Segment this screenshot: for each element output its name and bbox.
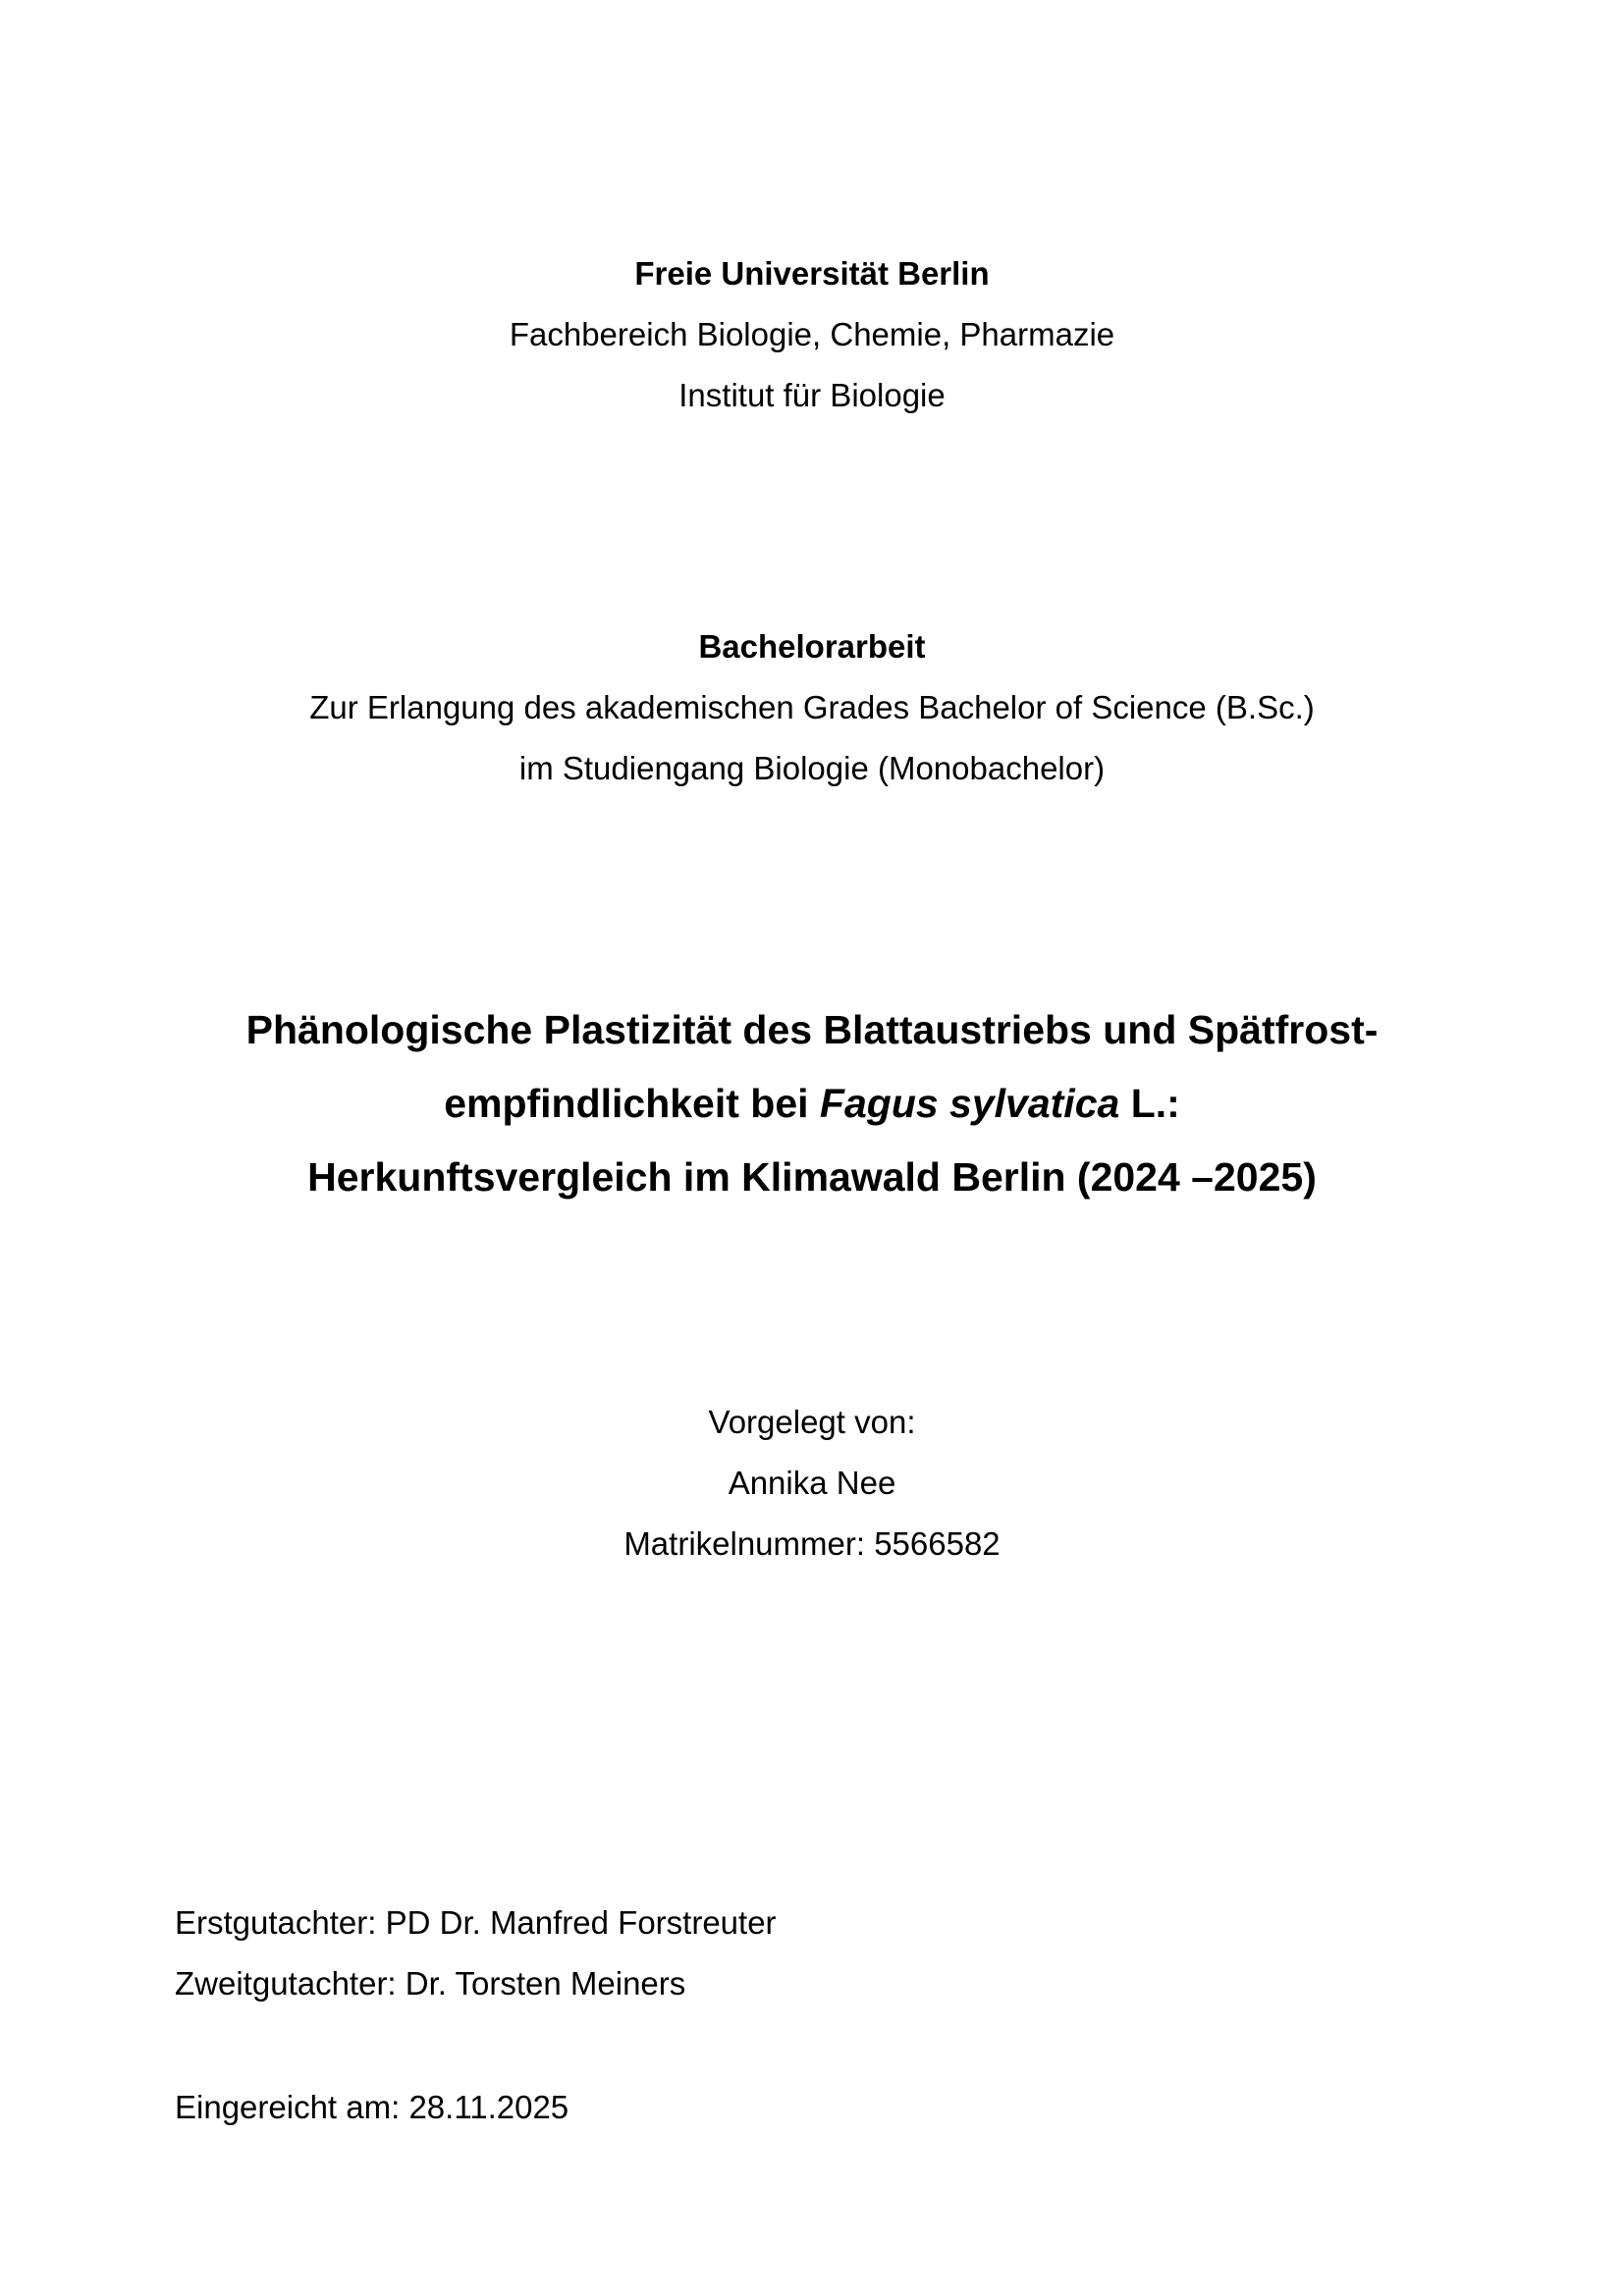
submission-date-section <box>175 2077 1449 2138</box>
university-name: Freie Universität Berlin <box>634 255 990 292</box>
submission-date-line: Eingereicht am: 28.11.2025 <box>175 2089 569 2125</box>
thesis-title-line3: Herkunftsvergleich im Klimawald Berlin (2024 –2025) <box>307 1154 1317 1200</box>
thesis-type-heading: Bachelorarbeit <box>698 628 926 665</box>
first-reviewer-line: Erstgutachter: PD Dr. Manfred Forstreuter <box>175 1904 777 1941</box>
submitted-by-label: Vorgelegt von: <box>708 1404 916 1440</box>
thesis-title-line1: Phänologische Plastizität des Blattaustriebs und Spätfrost- <box>245 1007 1379 1052</box>
thesis-type-section <box>0 616 1624 799</box>
department-name: Fachbereich Biologie, Chemie, Pharmazie <box>509 316 1115 352</box>
thesis-title <box>0 993 1624 1214</box>
reviewers-section <box>175 1893 1449 2014</box>
second-reviewer-line: Zweitgutachter: Dr. Torsten Meiners <box>175 1965 686 2002</box>
university-header <box>0 243 1624 426</box>
institute-name: Institut für Biologie <box>678 377 946 413</box>
thesis-title-line2-suffix: L.: <box>1119 1081 1180 1126</box>
thesis-title-line2 <box>0 1067 1624 1141</box>
matriculation-number-line: Matrikelnummer: 5566582 <box>623 1525 1001 1562</box>
program-line: im Studiengang Biologie (Monobachelor) <box>518 750 1106 786</box>
thesis-title-line2-prefix: empfindlichkeit bei <box>444 1081 820 1126</box>
author-name: Annika Nee <box>728 1465 896 1501</box>
species-name-italic: Fagus sylvatica <box>819 1081 1120 1126</box>
degree-line: Zur Erlangung des akademischen Grades Bachelor of Science (B.Sc.) <box>309 689 1315 725</box>
submitted-by-section <box>0 1392 1624 1575</box>
